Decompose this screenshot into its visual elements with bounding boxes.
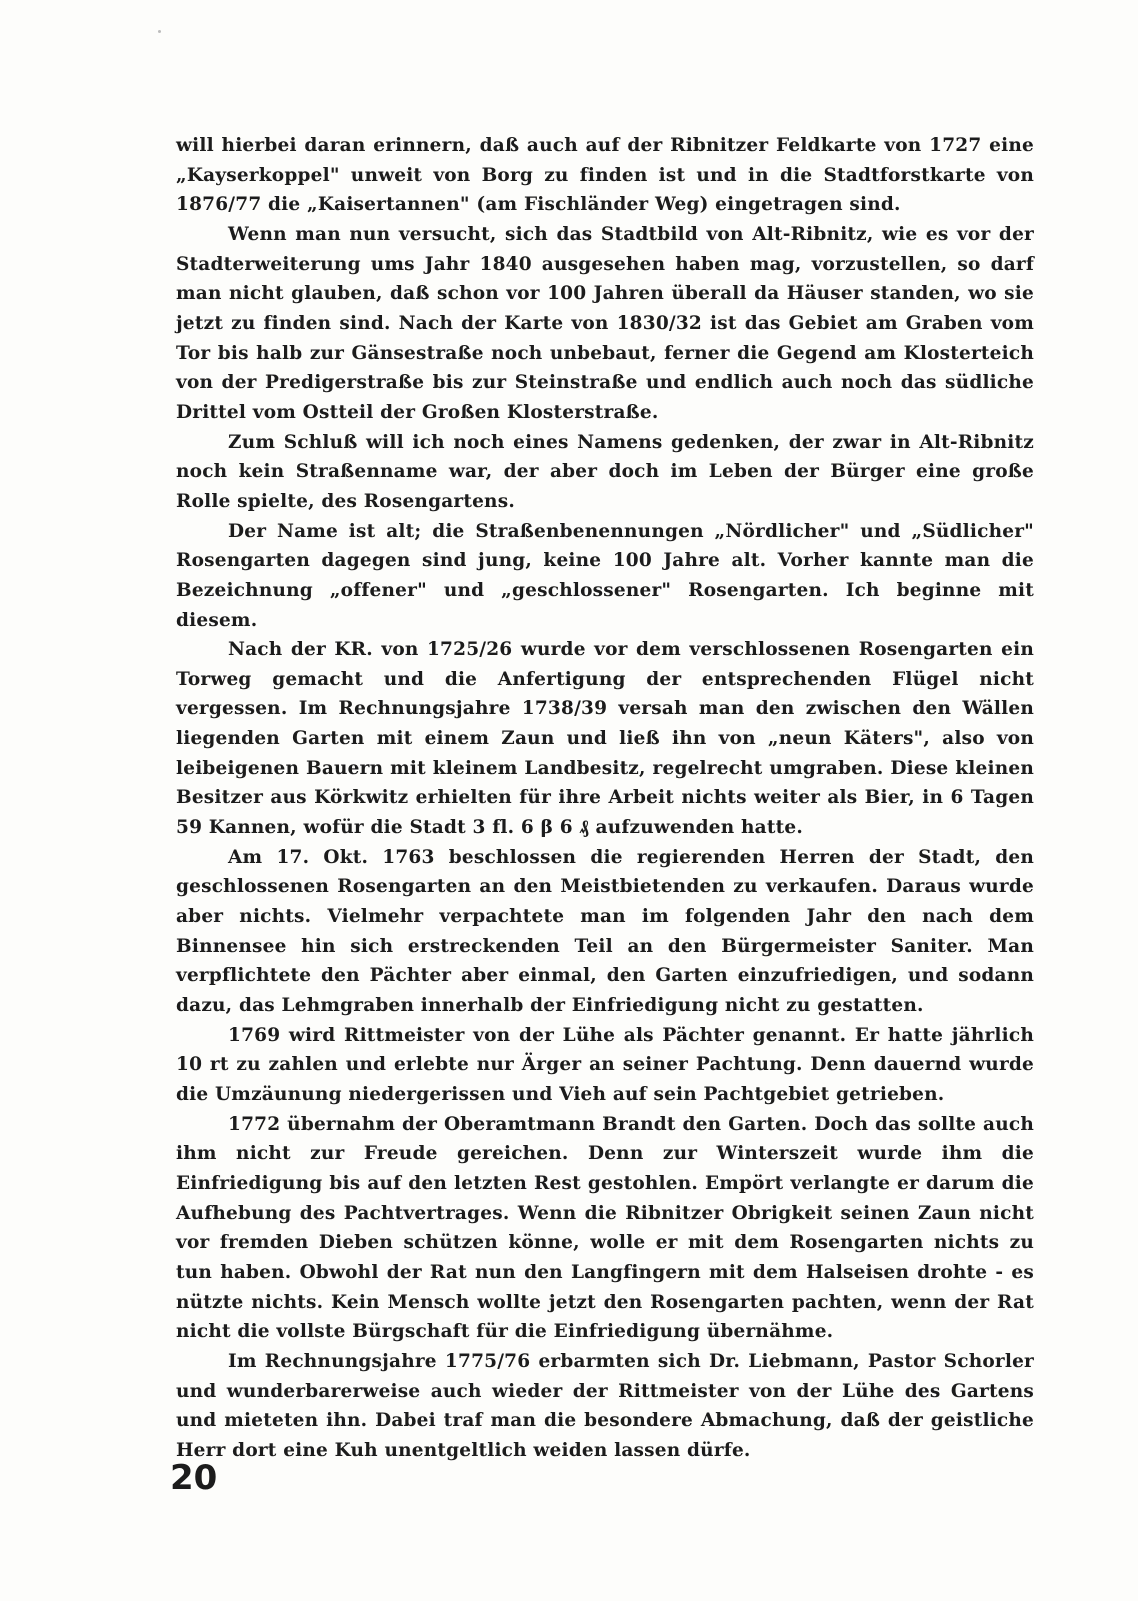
scan-speck (158, 30, 161, 33)
paragraph-6: Am 17. Okt. 1763 beschlossen die regierenden Herren der Stadt, den geschlossenen Rosengarten an den Meistbietenden zu verkaufen. Daraus wurde aber nichts. Vielmehr verpachtete man im folgenden Jahr den nach dem Binnensee hin sich erstreckenden Teil an den Bürgermeister Saniter. Man verpflichtete den Pächter aber einmal, den Garten einzufriedigen, und sodann dazu, das Lehmgraben innerhalb der Einfriedigung nicht zu gestatten. (176, 846, 1034, 1017)
paragraph-9: Im Rechnungsjahre 1775/76 erbarmten sich Dr. Liebmann, Pastor Schorler und wunderbarerweise auch wieder der Rittmeister von der Lühe des Gartens und mieteten ihn. Dabei traf man die besondere Abmachung, daß der geistliche Herr dort eine Kuh unentgeltlich weiden lassen dürfe. (176, 1350, 1034, 1461)
paragraph-2: Wenn man nun versucht, sich das Stadtbild von Alt-Ribnitz, wie es vor der Stadterweiterung ums Jahr 1840 ausgesehen haben mag, vorzustellen, so darf man nicht glauben, daß schon vor 100 Jahren überall da Häuser standen, wo sie jetzt zu finden sind. Nach der Karte von 1830/32 ist das Gebiet am Graben vom Tor bis halb zur Gänsestraße noch unbebaut, ferner die Gegend am Klosterteich von der Predigerstraße bis zur Steinstraße und endlich auch noch das südliche Drittel vom Ostteil der Großen Klosterstraße. (176, 223, 1034, 423)
paragraph-8: 1772 übernahm der Oberamtmann Brandt den Garten. Doch das sollte auch ihm nicht zur Freude gereichen. Denn zur Winterszeit wurde ihm die Einfriedigung bis auf den letzten Rest gestohlen. Empört verlangte er darum die Aufhebung des Pachtvertrages. Wenn die Ribnitzer Obrigkeit seinen Zaun nicht vor fremden Dieben schützen könne, wolle er mit dem Rosengarten nichts zu tun haben. Obwohl der Rat nun den Langfingern mit dem Halseisen drohte - es nützte nichts. Kein Mensch wollte jetzt den Rosengarten pachten, wenn der Rat nicht die vollste Bürgschaft für die Einfriedigung übernähme. (176, 1113, 1034, 1343)
paragraph-7: 1769 wird Rittmeister von der Lühe als Pächter genannt. Er hatte jährlich 10 rt zu zahlen und erlebte nur Ärger an seiner Pachtung. Denn dauernd wurde die Umzäunung niedergerissen und Vieh auf sein Pachtgebiet getrieben. (176, 1024, 1034, 1105)
body-text (176, 131, 1034, 1466)
paragraph-3: Zum Schluß will ich noch eines Namens gedenken, der zwar in Alt-Ribnitz noch kein Straßenname war, der aber doch im Leben der Bürger eine große Rolle spielte, des Rosengartens. (176, 431, 1034, 512)
paragraph-4: Der Name ist alt; die Straßenbenennungen „Nördlicher" und „Südlicher" Rosengarten dagegen sind jung, keine 100 Jahre alt. Vorher kannte man die Bezeichnung „offener" und „geschlossener" Rosengarten. Ich beginne mit diesem. (176, 520, 1034, 631)
page-number: 20 (170, 1458, 218, 1498)
paragraph-5: Nach der KR. von 1725/26 wurde vor dem verschlossenen Rosengarten ein Torweg gemacht und die Anfertigung der entsprechenden Flügel nicht vergessen. Im Rechnungsjahre 1738/39 versah man den zwischen den Wällen liegenden Garten mit einem Zaun und ließ ihn von „neun Käters", also von leibeigenen Bauern mit kleinem Landbesitz, regelrecht umgraben. Diese kleinen Besitzer aus Körkwitz erhielten für ihre Arbeit nichts weiter als Bier, in 6 Tagen 59 Kannen, wofür die Stadt 3 fl. 6 β 6 ₰ aufzuwenden hatte. (176, 639, 1034, 839)
paragraph-1: will hierbei daran erinnern, daß auch auf der Ribnitzer Feldkarte von 1727 eine „Kayserkoppel" unweit von Borg zu finden ist und in die Stadtforstkarte von 1876/77 die „Kaisertannen" (am Fischländer Weg) eingetragen sind. (176, 135, 1034, 216)
